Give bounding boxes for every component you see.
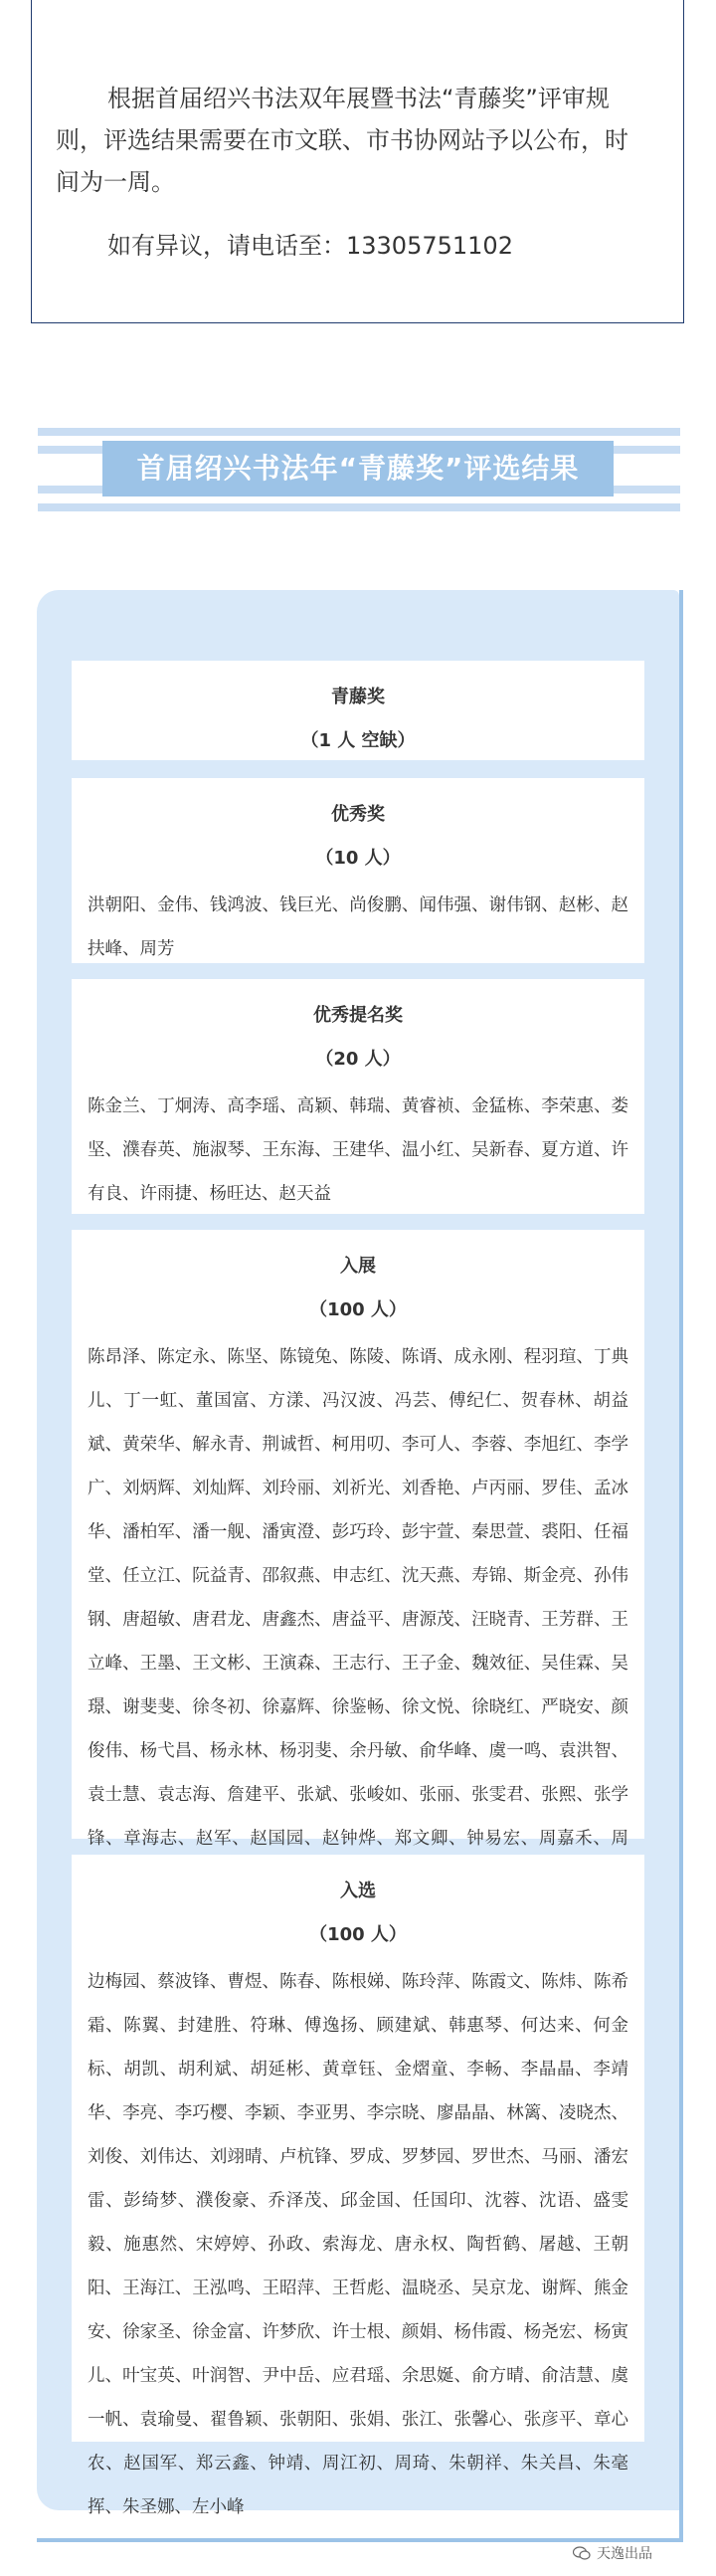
panel-border-right bbox=[679, 590, 683, 2540]
card-title: 优秀奖 bbox=[331, 804, 385, 825]
card-exhibition bbox=[72, 1230, 644, 1849]
wechat-icon bbox=[573, 2546, 591, 2560]
section-banner: 首届绍兴书法年“青藤奖”评选结果 bbox=[102, 441, 614, 496]
card-names: 陈金兰、丁炯涛、高李瑶、高颖、韩瑞、黄睿祯、金猛栋、李荣惠、娄坚、濮春英、施淑琴、王东海、王建华、温小红、吴新春、夏方道、许有良、许雨捷、杨旺达、赵天益 bbox=[88, 1096, 628, 1204]
card-title: 入选 bbox=[340, 1881, 376, 1901]
card-count: （1 人 空缺） bbox=[300, 730, 416, 751]
card-nomination bbox=[72, 979, 644, 1214]
card-title: 入展 bbox=[340, 1256, 376, 1277]
intro-contact: 如有异议，请电话至：13305751102 bbox=[107, 232, 513, 260]
intro-paragraph: 根据首届绍兴书法双年展暨书法“青藤奖”评审规则，评选结果需要在市文联、市书协网站予以公布，时间为一周。 bbox=[56, 85, 628, 196]
card-excellence bbox=[72, 778, 644, 963]
intro-text bbox=[56, 78, 642, 267]
card-qingteng bbox=[72, 661, 644, 760]
card-names: 边梅园、蔡波锋、曹煜、陈春、陈根娣、陈玲萍、陈霞文、陈炜、陈希霜、陈翼、封建胜、符琳、傅逸扬、顾建斌、韩惠琴、何达来、何金标、胡凯、胡利斌、胡延彬、黄章钰、金熠童、李畅、李晶晶、李靖华、李亮、李巧樱、李颖、李亚男、李宗晓、廖晶晶、林篱、凌晓杰、刘俊、刘伟达、刘翊晴、卢杭锋、罗成、罗梦园、罗世杰、马丽、潘宏雷、彭绮梦、濮俊豪、乔泽茂、邱金国、任国印、沈蓉、沈语、盛雯毅、施惠然、宋婷婷、孙政、索海龙、唐永权、陶哲鹤、屠越、王朝阳、王海江、王泓鸣、王昭萍、王哲彪、温晓丞、吴京龙、谢辉、熊金安、徐家圣、徐金富、许梦欣、许士根、颜娟、杨伟霞、杨尧宏、杨寅儿、叶宝英、叶润智、尹中岳、应君瑶、余思娫、俞方晴、俞洁慧、虞一帆、袁瑜曼、翟鲁颖、张朝阳、张娟、张江、张馨心、张彦平、章心农、赵国军、郑云鑫、钟靖、周江初、周琦、朱朝祥、朱关昌、朱毫挥、朱圣娜、左小峰 bbox=[88, 1972, 628, 2517]
watermark-text: 天逸出品 bbox=[597, 2546, 652, 2562]
card-names: 陈昂泽、陈定永、陈坚、陈镜兔、陈陵、陈谞、成永刚、程羽瑄、丁典儿、丁一虹、董国富、方漾、冯汉波、冯芸、傅纪仁、贺春林、胡益斌、黄荣华、解永青、荆诚哲、柯用叨、李可人、李蓉、李旭红、李学广、刘炳辉、刘灿辉、刘玲丽、刘祈光、刘香艳、卢丙丽、罗佳、孟冰华、潘柏军、潘一舰、潘寅澄、彭巧玲、彭宇萱、秦思萱、裘阳、任福堂、任立江、阮益青、邵叙燕、申志红、沈天燕、寿锦、斯金亮、孙伟钢、唐超敏、唐君龙、唐鑫杰、唐益平、唐源茂、汪晓青、王芳群、王立峰、王墨、王文彬、王演森、王志行、王子金、魏效征、吴佳霖、吴璟、谢斐斐、徐冬初、徐嘉辉、徐鉴畅、徐文悦、徐晓红、严晓安、颜俊伟、杨弋昌、杨永林、杨羽斐、余丹敏、俞华峰、虞一鸣、袁洪智、袁士慧、袁志海、詹建平、张斌、张峻如、张丽、张雯君、张熙、张学锋、章海志、赵军、赵国园、赵钟烨、郑文卿、钟易宏、周嘉禾、周 bbox=[88, 1347, 628, 1849]
card-names: 洪朝阳、金伟、钱鸿波、钱巨光、尚俊鹏、闻伟强、谢伟钢、赵彬、赵扶峰、周芳 bbox=[88, 895, 628, 959]
watermark bbox=[573, 2538, 652, 2568]
card-title: 优秀提名奖 bbox=[313, 1005, 403, 1026]
card-count: （20 人） bbox=[315, 1049, 401, 1070]
card-count: （100 人） bbox=[309, 1924, 407, 1945]
card-selected bbox=[72, 1855, 644, 2517]
card-title: 青藤奖 bbox=[331, 687, 385, 707]
card-count: （10 人） bbox=[315, 848, 401, 869]
card-count: （100 人） bbox=[309, 1299, 407, 1320]
